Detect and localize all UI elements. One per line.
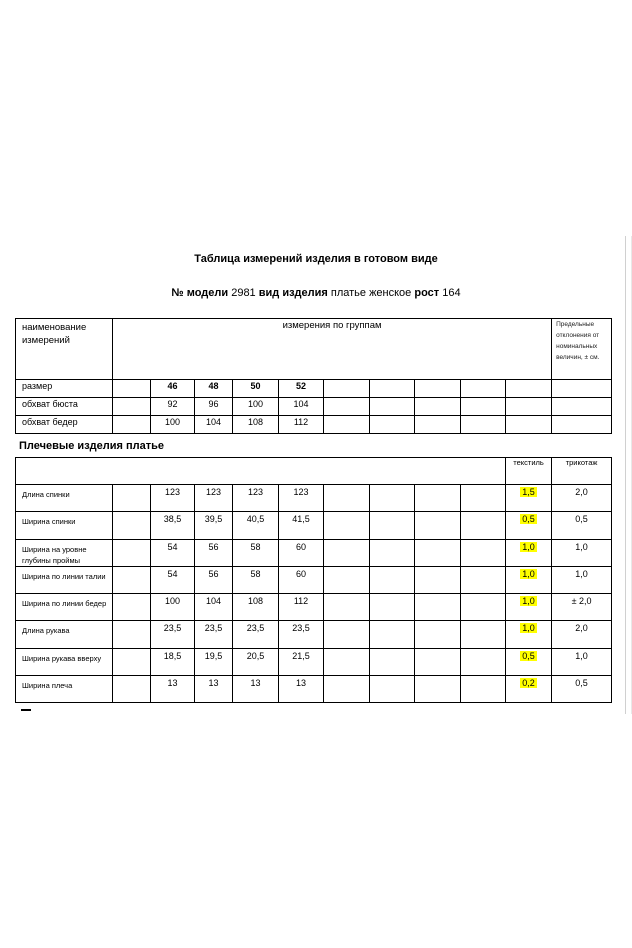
table-row: [16, 594, 612, 621]
value-cell: 13: [279, 676, 324, 703]
empty-cell: [370, 380, 415, 398]
knit-tolerance: 2,0: [552, 621, 612, 648]
value-cell: 56: [195, 539, 233, 566]
value-cell: 13: [233, 676, 279, 703]
empty-cell: [370, 648, 415, 675]
empty-cell: [113, 566, 151, 593]
value-cell: 60: [279, 566, 324, 593]
empty-cell: [415, 416, 461, 434]
knit-tolerance: 0,5: [552, 512, 612, 539]
empty-cell: [113, 539, 151, 566]
knit-tolerance: 1,0: [552, 539, 612, 566]
empty-cell: [370, 676, 415, 703]
value-cell: 108: [233, 594, 279, 621]
value-cell: 19,5: [195, 648, 233, 675]
empty-cell: [415, 539, 461, 566]
empty-cell: [113, 594, 151, 621]
empty-cell: [324, 539, 370, 566]
empty-cell: [506, 380, 552, 398]
empty-cell: [415, 485, 461, 512]
empty-cell: [552, 398, 612, 416]
empty-cell: [415, 398, 461, 416]
empty-cell: [324, 416, 370, 434]
highlighted-value: 1,0: [522, 623, 535, 634]
highlighted-value: 1,0: [522, 596, 535, 607]
highlighted-value: 1,0: [522, 541, 535, 552]
value-cell: 123: [233, 485, 279, 512]
value-cell: 100: [151, 594, 195, 621]
knit-tolerance: 0,5: [552, 676, 612, 703]
value-cell: 112: [279, 416, 324, 434]
empty-cell: [324, 398, 370, 416]
table-row: [16, 621, 612, 648]
row-label: размер: [16, 380, 113, 398]
document-subtitle: [0, 287, 632, 299]
value-cell: 40,5: [233, 512, 279, 539]
cut-off-text-mark: [21, 709, 31, 714]
value-cell: 56: [195, 566, 233, 593]
table-header-row: [16, 458, 612, 485]
size-value: 52: [279, 380, 324, 398]
value-cell: 100: [233, 398, 279, 416]
table-row: [16, 416, 612, 434]
empty-cell: [415, 512, 461, 539]
empty-cell: [324, 566, 370, 593]
value-cell: 123: [195, 485, 233, 512]
knit-header: трикотаж: [552, 458, 612, 485]
measurements-table: [15, 318, 612, 434]
empty-cell: [370, 621, 415, 648]
empty-cell: [113, 485, 151, 512]
section-title: Плечевые изделия платье: [19, 440, 164, 452]
value-cell: 21,5: [279, 648, 324, 675]
highlighted-value: 1,0: [522, 568, 535, 579]
textile-tolerance: [506, 676, 552, 703]
value-cell: 39,5: [195, 512, 233, 539]
kind-value: платье женское: [330, 287, 412, 299]
height-label: рост: [414, 287, 440, 299]
table-row: [16, 485, 612, 512]
empty-cell: [415, 594, 461, 621]
name-header: наименование измерений: [16, 319, 113, 380]
empty-cell: [461, 566, 506, 593]
value-cell: 104: [195, 594, 233, 621]
textile-tolerance: [506, 512, 552, 539]
document-title: Таблица измерений изделия в готовом виде: [194, 253, 438, 265]
value-cell: 92: [151, 398, 195, 416]
empty-cell: [113, 676, 151, 703]
value-cell: 123: [151, 485, 195, 512]
value-cell: 104: [195, 416, 233, 434]
row-label: Ширина плеча: [16, 676, 113, 703]
empty-cell: [324, 594, 370, 621]
empty-cell: [113, 398, 151, 416]
empty-cell: [324, 676, 370, 703]
empty-cell: [324, 621, 370, 648]
empty-cell: [113, 621, 151, 648]
empty-cell: [506, 416, 552, 434]
value-cell: 54: [151, 539, 195, 566]
empty-cell: [370, 594, 415, 621]
row-label: обхват бедер: [16, 416, 113, 434]
model-value: 2981: [231, 287, 256, 299]
empty-cell: [370, 485, 415, 512]
empty-cell: [113, 648, 151, 675]
value-cell: 58: [233, 539, 279, 566]
value-cell: 41,5: [279, 512, 324, 539]
empty-cell: [461, 676, 506, 703]
empty-cell: [461, 485, 506, 512]
kind-label: вид изделия: [258, 287, 328, 299]
empty-cell: [461, 539, 506, 566]
table-row: [16, 512, 612, 539]
textile-tolerance: [506, 648, 552, 675]
row-label: Ширина спинки: [16, 512, 113, 539]
highlighted-value: 0,2: [522, 678, 535, 689]
empty-cell: [370, 416, 415, 434]
table-row: [16, 539, 612, 566]
empty-cell: [415, 380, 461, 398]
row-label: Ширина рукава вверху: [16, 648, 113, 675]
empty-cell: [324, 648, 370, 675]
height-value: 164: [442, 287, 461, 299]
highlighted-value: 0,5: [522, 514, 535, 525]
shoulder-garments-table: [15, 457, 612, 703]
value-cell: 13: [151, 676, 195, 703]
textile-tolerance: [506, 621, 552, 648]
empty-cell: [461, 512, 506, 539]
empty-cell: [370, 539, 415, 566]
row-label: Длина спинки: [16, 485, 113, 512]
empty-cell: [370, 398, 415, 416]
empty-cell: [415, 566, 461, 593]
table-row: [16, 380, 612, 398]
value-cell: 96: [195, 398, 233, 416]
row-label: Ширина на уровне глубины проймы: [16, 539, 113, 566]
knit-tolerance: 1,0: [552, 648, 612, 675]
table-row: [16, 676, 612, 703]
empty-cell: [461, 416, 506, 434]
deviation-header: Предельные отклонения от номинальных величин, ± см.: [552, 319, 612, 380]
value-cell: 20,5: [233, 648, 279, 675]
empty-cell: [415, 648, 461, 675]
empty-cell: [113, 416, 151, 434]
empty-cell: [324, 485, 370, 512]
value-cell: 54: [151, 566, 195, 593]
value-cell: 23,5: [233, 621, 279, 648]
highlighted-value: 0,5: [522, 650, 535, 661]
value-cell: 38,5: [151, 512, 195, 539]
textile-tolerance: [506, 594, 552, 621]
table-row: [16, 566, 612, 593]
empty-cell: [370, 566, 415, 593]
table-row: [16, 398, 612, 416]
empty-cell: [370, 512, 415, 539]
knit-tolerance: ± 2,0: [552, 594, 612, 621]
empty-cell: [461, 621, 506, 648]
size-value: 50: [233, 380, 279, 398]
empty-cell: [506, 398, 552, 416]
empty-cell: [552, 380, 612, 398]
knit-tolerance: 1,0: [552, 566, 612, 593]
empty-cell: [461, 648, 506, 675]
row-label: обхват бюста: [16, 398, 113, 416]
value-cell: 13: [195, 676, 233, 703]
row-label: Длина рукава: [16, 621, 113, 648]
empty-cell: [113, 380, 151, 398]
value-cell: 112: [279, 594, 324, 621]
value-cell: 104: [279, 398, 324, 416]
textile-header: текстиль: [506, 458, 552, 485]
empty-cell: [552, 416, 612, 434]
empty-header: [16, 458, 506, 485]
textile-tolerance: [506, 566, 552, 593]
empty-cell: [461, 398, 506, 416]
value-cell: 58: [233, 566, 279, 593]
row-label: Ширина по линии бедер: [16, 594, 113, 621]
table-row: [16, 648, 612, 675]
row-label: Ширина по линии талии: [16, 566, 113, 593]
value-cell: 100: [151, 416, 195, 434]
empty-cell: [461, 380, 506, 398]
highlighted-value: 1,5: [522, 487, 535, 497]
value-cell: 23,5: [279, 621, 324, 648]
value-cell: 23,5: [195, 621, 233, 648]
empty-cell: [113, 512, 151, 539]
empty-cell: [415, 676, 461, 703]
value-cell: 18,5: [151, 648, 195, 675]
model-label: № модели: [171, 287, 229, 299]
empty-cell: [461, 594, 506, 621]
value-cell: 123: [279, 485, 324, 512]
groups-header: измерения по группам: [113, 319, 552, 380]
size-value: 48: [195, 380, 233, 398]
value-cell: 23,5: [151, 621, 195, 648]
page-edge-line: [625, 236, 626, 714]
value-cell: 60: [279, 539, 324, 566]
value-cell: 108: [233, 416, 279, 434]
textile-tolerance: [506, 485, 552, 512]
empty-cell: [415, 621, 461, 648]
size-value: 46: [151, 380, 195, 398]
textile-tolerance: [506, 539, 552, 566]
empty-cell: [324, 512, 370, 539]
knit-tolerance: 2,0: [552, 485, 612, 512]
empty-cell: [324, 380, 370, 398]
